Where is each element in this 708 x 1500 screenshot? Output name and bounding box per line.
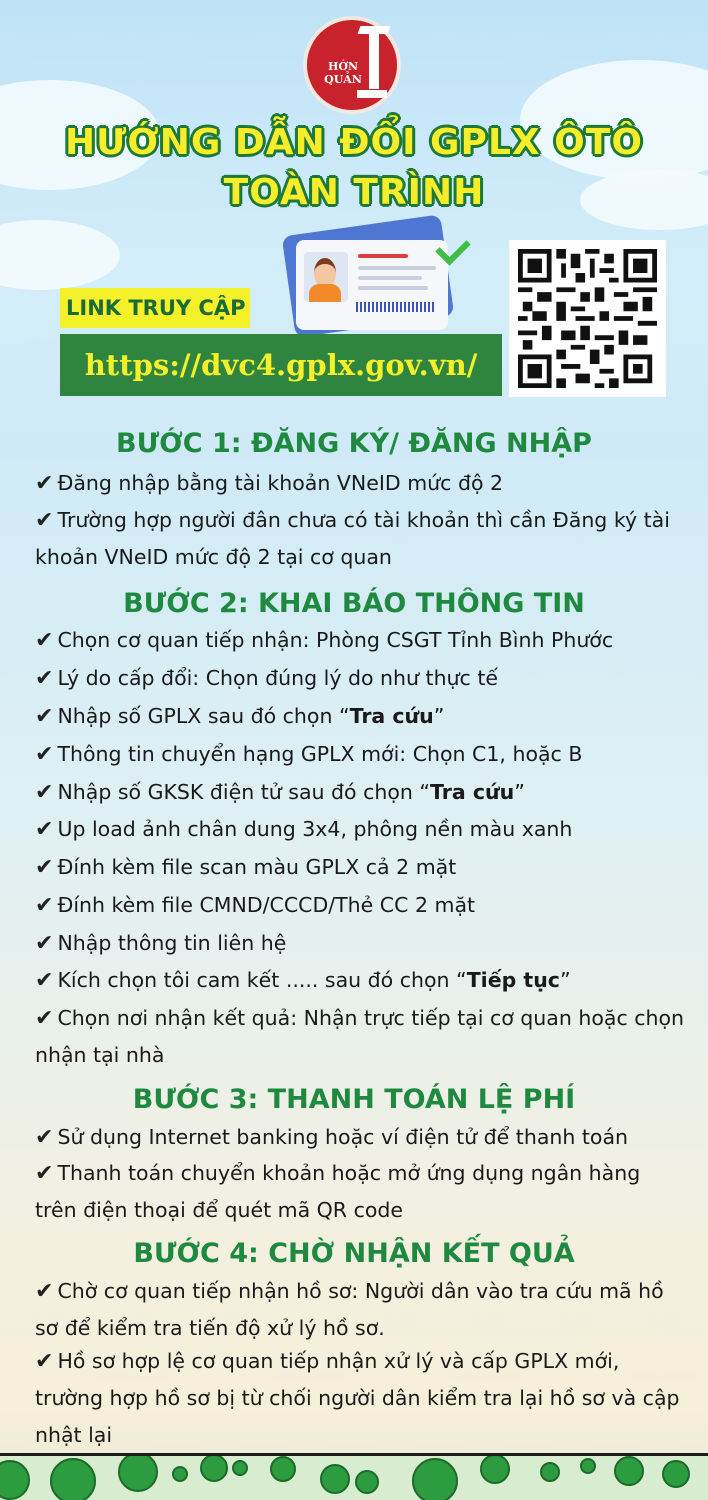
list-item: ✔ Đính kèm file scan màu GPLX cả 2 mặt bbox=[35, 855, 457, 880]
list-item: ✔ Trường hợp người đân chưa có tài khoản thì cần Đăng ký tài khoản VNeID mức độ 2 tại cơ quan bbox=[35, 508, 670, 569]
dot-shape bbox=[480, 1456, 510, 1484]
list-item: ✔ Chọn cơ quan tiếp nhận: Phòng CSGT Tỉnh Bình Phước bbox=[35, 628, 614, 653]
logo-text: HỚN QUẢN bbox=[324, 60, 362, 86]
list-item: ✔ Sử dụng Internet banking hoặc ví điện tử để thanh toán bbox=[35, 1125, 629, 1150]
checkmark-icon: ✔ bbox=[35, 1006, 54, 1031]
list-item: ✔ Chờ cơ quan tiếp nhận hồ sơ: Người dân vào tra cứu mã hồ sơ để kiểm tra tiến độ xử lý hồ sơ. bbox=[35, 1279, 664, 1340]
list-item: ✔ Nhập thông tin liên hệ bbox=[35, 931, 287, 956]
dot-shape bbox=[580, 1458, 596, 1474]
checkmark-icon: ✔ bbox=[35, 780, 54, 805]
dot-shape bbox=[355, 1470, 379, 1494]
list-item: ✔ Nhập số GPLX sau đó chọn “Tra cứu” bbox=[35, 704, 445, 729]
card-line bbox=[358, 266, 436, 270]
checkmark-icon: ✔ bbox=[35, 1125, 54, 1150]
person-body-icon bbox=[309, 284, 341, 302]
checkmark-icon: ✔ bbox=[35, 628, 54, 653]
step-4-heading: BƯỚC 4: CHỜ NHẬN KẾT QUẢ bbox=[133, 1238, 575, 1269]
checkmark-icon: ✔ bbox=[35, 855, 54, 880]
checkmark-icon: ✔ bbox=[35, 704, 54, 729]
qr-code-icon[interactable] bbox=[509, 240, 666, 397]
card-line bbox=[358, 254, 408, 258]
dot-shape bbox=[270, 1456, 296, 1482]
checkmark-icon: ✔ bbox=[35, 1349, 54, 1374]
list-item: ✔ Up load ảnh chân dung 3x4, phông nền màu xanh bbox=[35, 817, 573, 842]
dot-shape bbox=[232, 1460, 248, 1476]
checkmark-icon: ✔ bbox=[35, 817, 54, 842]
monument-logo-icon bbox=[303, 16, 401, 114]
dot-shape bbox=[614, 1456, 644, 1486]
checkmark-icon: ✔ bbox=[35, 893, 54, 918]
checkmark-icon: ✔ bbox=[35, 666, 54, 691]
list-item: ✔ Kích chọn tôi cam kết ..... sau đó chọn “Tiếp tục” bbox=[35, 968, 571, 993]
list-item: ✔ Thanh toán chuyển khoản hoặc mở ứng dụng ngân hàng trên điện thoại để quét mã QR code bbox=[35, 1161, 641, 1222]
dot-shape bbox=[662, 1460, 690, 1488]
step-2-heading: BƯỚC 2: KHAI BÁO THÔNG TIN bbox=[123, 588, 585, 619]
card-line bbox=[358, 276, 422, 280]
checkmark-icon: ✔ bbox=[35, 931, 54, 956]
link-url[interactable]: https://dvc4.gplx.gov.vn/ bbox=[60, 334, 502, 396]
footer-dots-decoration bbox=[0, 1456, 708, 1500]
list-item: ✔ Chọn nơi nhận kết quả: Nhận trực tiếp tại cơ quan hoặc chọn nhận tại nhà bbox=[35, 1006, 685, 1067]
id-card-icon bbox=[296, 240, 448, 330]
qr-code-graphic bbox=[518, 249, 657, 388]
dot-shape bbox=[200, 1456, 228, 1482]
checkmark-icon: ✔ bbox=[35, 508, 54, 533]
dot-shape bbox=[172, 1466, 188, 1482]
step-3-heading: BƯỚC 3: THANH TOÁN LỆ PHÍ bbox=[132, 1084, 576, 1115]
cloud-decoration bbox=[0, 220, 120, 290]
list-item: ✔ Hồ sơ hợp lệ cơ quan tiếp nhận xử lý và cấp GPLX mới, trường hợp hồ sơ bị từ chối người dân kiểm tra lại hồ sơ và cập nhật lại bbox=[35, 1349, 680, 1447]
page-title-line2: TOÀN TRÌNH bbox=[223, 172, 485, 213]
dot-shape bbox=[50, 1458, 96, 1500]
barcode-icon bbox=[356, 302, 436, 312]
dot-shape bbox=[320, 1464, 350, 1494]
list-item: ✔ Đính kèm file CMND/CCCD/Thẻ CC 2 mặt bbox=[35, 893, 476, 918]
checkmark-icon: ✔ bbox=[35, 968, 54, 993]
dot-shape bbox=[412, 1458, 458, 1500]
link-label: LINK TRUY CẬP bbox=[60, 288, 250, 328]
checkmark-icon: ✔ bbox=[35, 471, 54, 496]
checkmark-icon: ✔ bbox=[35, 742, 54, 767]
tower-base-shape bbox=[357, 90, 387, 98]
step-1-heading: BƯỚC 1: ĐĂNG KÝ/ ĐĂNG NHẬP bbox=[116, 428, 592, 459]
dot-shape bbox=[118, 1456, 158, 1492]
list-item: ✔ Đăng nhập bằng tài khoản VNeID mức độ 2 bbox=[35, 471, 504, 496]
page-title-line1: HƯỚNG DẪN ĐỔI GPLX ÔTÔ bbox=[65, 122, 643, 163]
list-item: ✔ Nhập số GKSK điện tử sau đó chọn “Tra cứu” bbox=[35, 780, 525, 805]
card-line bbox=[358, 286, 428, 290]
list-item: ✔ Thông tin chuyển hạng GPLX mới: Chọn C1, hoặc B bbox=[35, 742, 583, 767]
dot-shape bbox=[0, 1460, 30, 1500]
list-item: ✔ Lý do cấp đổi: Chọn đúng lý do như thực tế bbox=[35, 666, 498, 691]
checkmark-icon: ✔ bbox=[35, 1161, 54, 1186]
dot-shape bbox=[540, 1462, 560, 1482]
checkmark-icon: ✔ bbox=[35, 1279, 54, 1304]
